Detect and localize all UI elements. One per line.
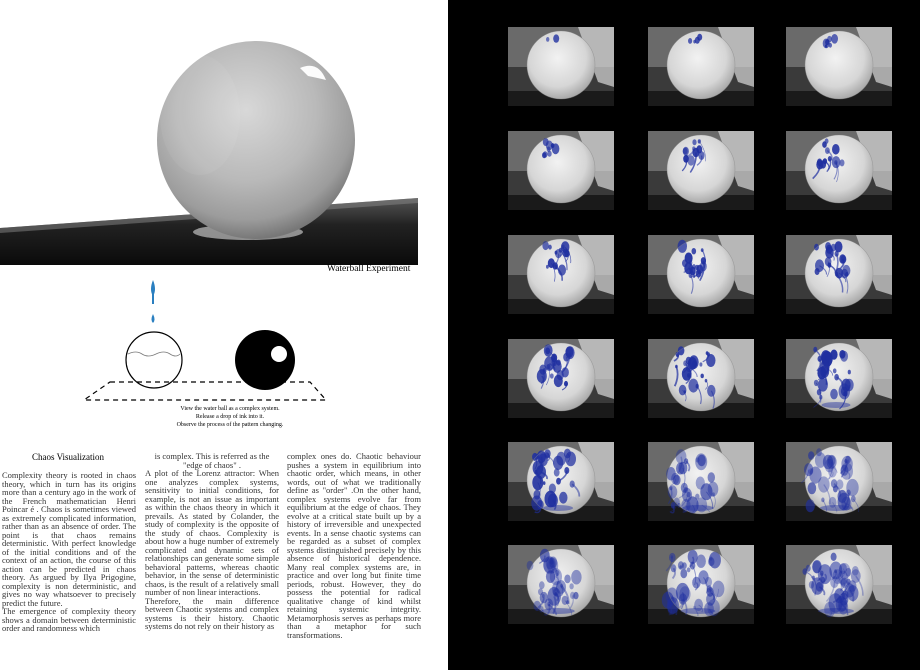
experiment-diagram: [80, 278, 340, 408]
paragraph: is complex. This is referred as the "edge of chaos" .: [154, 451, 270, 470]
ink-frame-9: [786, 235, 892, 314]
black-ball-icon: [235, 330, 295, 390]
ink-frame-17: [648, 545, 754, 624]
ink-frame-11: [648, 339, 754, 418]
article-column-2: [145, 452, 279, 631]
ink-frame-14: [648, 442, 754, 521]
ink-frame-3: [786, 27, 892, 106]
ink-frame-4: [508, 131, 614, 210]
waterball-photo: [0, 0, 418, 265]
ink-frame-7: [508, 235, 614, 314]
water-ball-icon: [126, 332, 182, 388]
diagram-caption-2: Release a drop of ink into it.: [195, 414, 265, 420]
paragraph: complex ones do. Chaotic behaviour pushes a system in equilibrium into chaotic order, which means, in other words, out of what we traditionally define as "order" .On the other hand, complex systems evolve far from equilibrium at the edge of chaos. They evolve at a critical state built up by a history of irreversible and unexpected events. In a sense chaotic systems can be regarded as a subset of complex systems distinguished precisely by this absence of historical dependence. Many real complex systems are, in practice and over long but finite time periods, robust. However, they do possess the potential for radical qualitative change of kind whilst retaining systemic integrity. Metamorphosis serves as perhaps more than a metaphor for such transformations.: [287, 451, 421, 640]
ink-frame-16: [508, 545, 614, 624]
left-page: [0, 0, 448, 670]
paragraph: Complexity theory is rooted in chaos theory, which in turn has its origins more than a century ago in the work of the French mathematician Henri Poincar é . Chaos is sometimes viewed as extremely complicated information, rather than as an absence of order. The point is that chaos remains deterministic. With perfect knowledge of the initial conditions and of the context of an action, the course of this action can be predicted in chaos theory. As argued by Ilya Prigogine, complexity is non deterministic, and gives no way whatsoever to precisely predict the future.: [2, 470, 136, 608]
paragraph: The emergence of complexity theory shows a domain between deterministic order and randomness which: [2, 606, 136, 633]
ink-frame-13: [508, 442, 614, 521]
paragraph: Therefore, the main difference between Chaotic systems and complex systems is their history. Chaotic systems do not rely on their history as: [145, 595, 279, 631]
diagram-caption-3: Observe the process of the pattern changing.: [176, 422, 284, 428]
ink-frame-5: [648, 131, 754, 210]
ink-frame-8: [648, 235, 754, 314]
ink-frame-18: [786, 545, 892, 624]
ink-drop-small-icon: [152, 314, 155, 323]
article-column-1: [2, 471, 136, 633]
hero-caption: Waterball Experiment: [327, 264, 411, 274]
ink-frame-15: [786, 442, 892, 521]
ink-frame-12: [786, 339, 892, 418]
article-title: Chaos Visualization: [32, 452, 105, 462]
ink-frame-6: [786, 131, 892, 210]
diagram-caption-1: View the water ball as a complex system.: [180, 406, 280, 412]
paragraph: A plot of the Lorenz attractor: When one analyzes complex systems, sensitivity to initial conditions, for example, is not an issue as important as within the chaos theory in which it prevails. As stated by Colander, the study of complexity is the opposite of the study of chaos. Complexity is about how a huge number of extremely complicated and dynamic sets of relationships can generate some simple behavioral patterns, whereas chaotic behavior, in the sense of deterministic chaos, is the result of a relatively small number of non linear interactions.: [145, 468, 279, 597]
ink-frame-1: [508, 27, 614, 106]
article-column-3: [287, 452, 421, 639]
ink-frame-10: [508, 339, 614, 418]
photo-sequence-page: [448, 0, 920, 670]
ink-frame-2: [648, 27, 754, 106]
